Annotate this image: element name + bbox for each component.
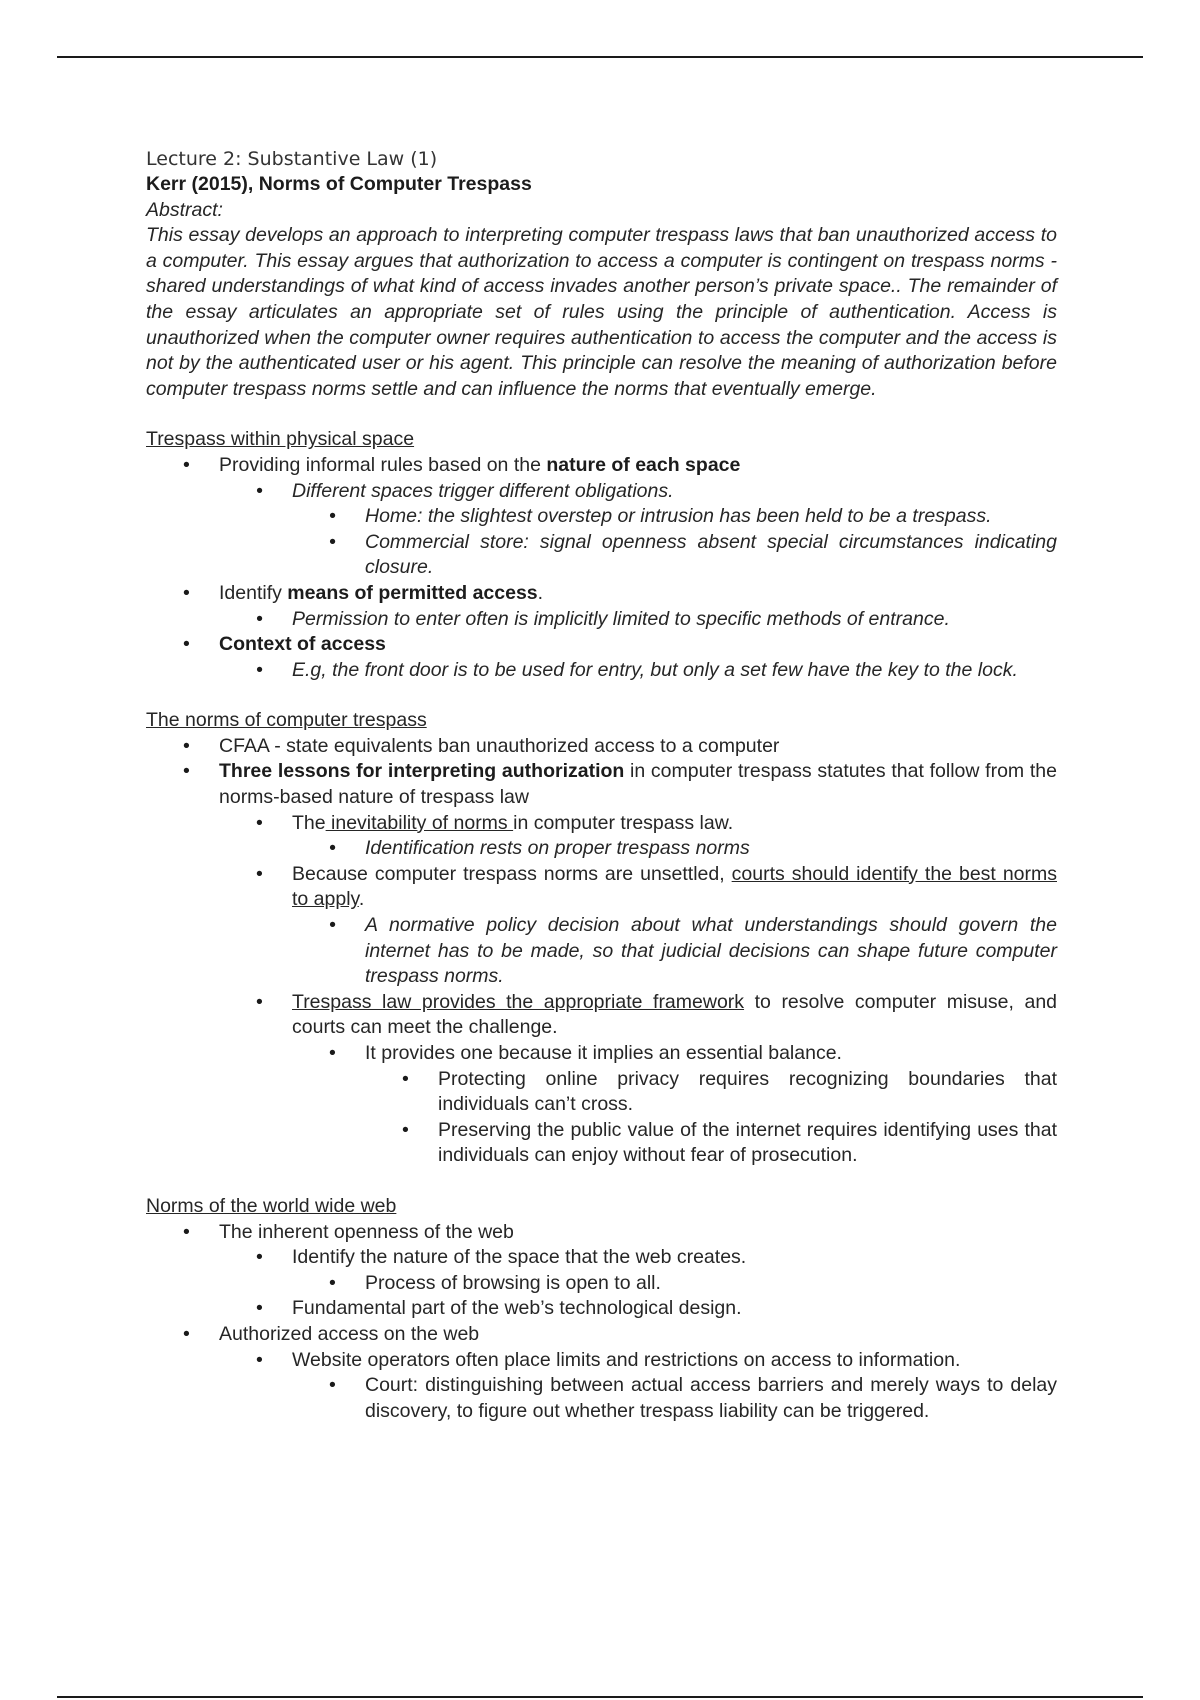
physical-list: [146, 453, 1057, 683]
list-item: [292, 862, 1057, 990]
sublist: [219, 607, 1057, 633]
list-item: [292, 811, 1057, 862]
list-item: [219, 759, 1057, 1169]
web-list: [146, 1220, 1057, 1425]
list-item: [219, 632, 1057, 683]
list-item: • Fundamental part of the web’s technological design.: [292, 1296, 1057, 1322]
list-item: [292, 990, 1057, 1169]
text: .: [537, 581, 544, 604]
text: Because computer trespass norms are unsettled,: [292, 862, 732, 885]
sublist: [219, 658, 1057, 684]
text: It provides one because it implies an essential balance.: [365, 1042, 842, 1064]
section-heading-computer: The norms of computer trespass: [146, 709, 427, 732]
list-item: • Home: the slightest overstep or intrusion has been held to be a trespass.: [365, 504, 1057, 530]
bottom-rule: [57, 1696, 1143, 1698]
text: Identify the nature of the space that the web creates.: [292, 1246, 747, 1269]
list-item: • Process of browsing is open to all.: [365, 1271, 1057, 1297]
underlined-text: Trespass law provides the appropriate framework: [292, 990, 745, 1013]
list-item: • Preserving the public value of the internet requires identifying uses that individuals can enjoy without fear of prosecution.: [438, 1118, 1057, 1169]
list-item: [292, 479, 1057, 581]
list-item: [219, 1322, 1057, 1424]
list-item: [292, 1245, 1057, 1296]
sublist: [219, 479, 1057, 581]
abstract-label: Abstract:: [146, 198, 223, 221]
list-item: [365, 1041, 1057, 1169]
list-item: [219, 453, 1057, 581]
text: Website operators often place limits and restrictions on access to information.: [292, 1348, 961, 1371]
text: The: [292, 811, 326, 834]
underlined-text: courts should identify the best norms to apply: [292, 862, 1057, 911]
sublist: [365, 1067, 1057, 1169]
top-rule: [57, 56, 1143, 58]
abstract-text: This essay develops an approach to interpreting computer trespass laws that ban unauthorized access to a computer. This essay argues that authorization to access a computer is contingent on trespass norms - shared understandings of what kind of access invades another person’s private space.. The remainder of the essay articulates an appropriate set of rules using the principle of authentication. Access is unauthorized when the computer owner requires authentication to access the computer and the access is not by the authenticated user or his agent. This principle can resolve the meaning of authorization before computer trespass norms settle and can influence the norms that eventually emerge.: [146, 224, 1057, 400]
list-item: [219, 1220, 1057, 1322]
text: Authorized access on the web: [219, 1322, 480, 1345]
text: The inherent openness of the web: [219, 1220, 514, 1243]
list-item: [219, 581, 1057, 632]
section-heading-physical: Trespass within physical space: [146, 428, 415, 451]
bold-text: nature of each space: [546, 453, 741, 476]
paper-title: Kerr (2015), Norms of Computer Trespass: [146, 173, 532, 195]
bold-text: Three lessons for interpreting authorization: [219, 760, 625, 783]
bold-text: Context of access: [219, 633, 386, 656]
list-item: • Court: distinguishing between actual access barriers and merely ways to delay discovery, to figure out whether trespass liability can be triggered.: [365, 1373, 1057, 1424]
sublist: [292, 1041, 1057, 1169]
list-item: • E.g, the front door is to be used for entry, but only a set few have the key to the lock.: [292, 658, 1057, 684]
list-item: • Identification rests on proper trespass norms: [365, 836, 1057, 862]
sublist: [292, 836, 1057, 862]
list-item: • A normative policy decision about what understandings should govern the internet has to be made, so that judicial decisions can shape future computer trespass norms.: [365, 913, 1057, 990]
sublist: [219, 1245, 1057, 1322]
sublist: [292, 913, 1057, 990]
bold-text: means of permitted access: [287, 581, 538, 604]
underlined-text: inevitability of norms: [325, 811, 514, 834]
list-item: • Commercial store: signal openness absent special circumstances indicating closure.: [365, 530, 1057, 581]
sublist: [292, 504, 1057, 581]
list-item: • Permission to enter often is implicitly limited to specific methods of entrance.: [292, 607, 1057, 633]
page-content: [146, 146, 1057, 1424]
list-item: • Protecting online privacy requires recognizing boundaries that individuals can’t cross.: [438, 1067, 1057, 1118]
list-item: • CFAA - state equivalents ban unauthorized access to a computer: [219, 734, 1057, 760]
text: in computer trespass statutes that follow from the norms-based nature of trespass law: [219, 760, 1057, 809]
computer-list: [146, 734, 1057, 1169]
sublist: [292, 1271, 1057, 1297]
text: Identify: [219, 581, 288, 604]
text: Providing informal rules based on the: [219, 453, 547, 476]
text: Different spaces trigger different obligations.: [292, 479, 674, 502]
lecture-title: Lecture 2: Substantive Law (1): [146, 148, 438, 170]
text: in computer trespass law.: [513, 811, 734, 834]
text: to resolve computer misuse, and courts can meet the challenge.: [292, 990, 1058, 1039]
sublist: [219, 811, 1057, 1169]
sublist: [219, 1348, 1057, 1425]
sublist: [292, 1373, 1057, 1424]
text: .: [358, 888, 365, 911]
list-item: [292, 1348, 1057, 1425]
section-heading-web: Norms of the world wide web: [146, 1194, 397, 1217]
